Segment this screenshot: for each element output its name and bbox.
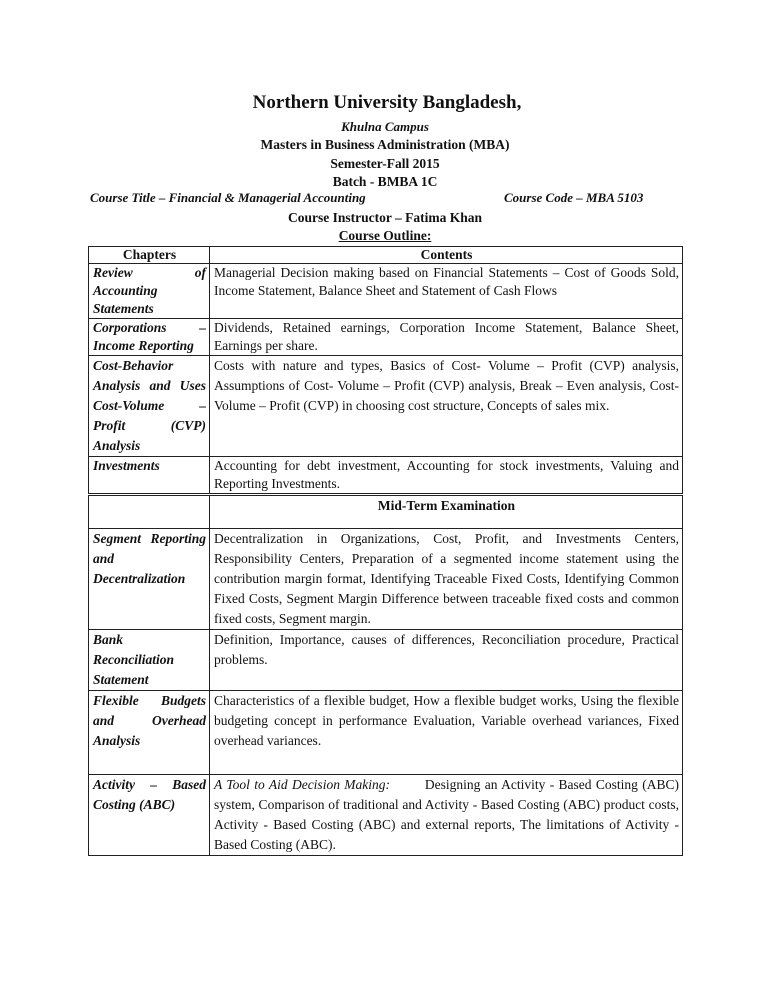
- chapter-cell: Investments: [89, 457, 210, 495]
- contents-cell: Dividends, Retained earnings, Corporation Income Statement, Balance Sheet, Earnings per share.: [210, 319, 683, 356]
- table-header-row: [89, 247, 683, 264]
- contents-cell: Decentralization in Organizations, Cost, Profit, and Investments Centers, Responsibility Centers, Preparation of a segmented income statement using the contribution margin format, Identifying Traceable Fixed Costs, Identifying Common Fixed Costs, Segment Margin Difference between traceable fixed costs and common fixed costs, Segment margin.: [210, 529, 683, 630]
- table-row: [89, 630, 683, 691]
- program-name: Masters in Business Administration (MBA): [260, 137, 510, 152]
- column-header-contents: Contents: [210, 247, 683, 264]
- contents-lead-text: A Tool to Aid Decision Making:: [214, 777, 391, 792]
- campus-name: Khulna Campus: [341, 119, 429, 134]
- contents-text: Designing an Activity - Based Costing (ABC) system, Comparison of traditional and Activity - Based Costing (ABC) product costs, Activity - Based Costing (ABC) and external reports, The limitations of Activity - Based Costing (ABC).: [214, 777, 680, 852]
- course-title: Course Title – Financial & Managerial Accounting: [90, 190, 366, 205]
- contents-cell: Managerial Decision making based on Financial Statements – Cost of Goods Sold, Income Statement, Balance Sheet and Statement of Cash Flows: [210, 264, 683, 319]
- course-code: Course Code – MBA 5103: [504, 190, 644, 205]
- table-row: [89, 356, 683, 457]
- chapter-cell: Bank Reconciliation Statement: [89, 630, 210, 691]
- contents-cell: Costs with nature and types, Basics of Cost- Volume – Profit (CVP) analysis, Assumptions of Cost- Volume – Profit (CVP) analysis, Break – Even analysis, Cost- Volume – Profit (CVP) in choosing cost structure, Concepts of sales mix.: [210, 356, 683, 457]
- course-outline-table: [88, 246, 683, 856]
- contents-cell: [210, 775, 683, 856]
- university-name: Northern University Bangladesh,: [252, 92, 522, 113]
- chapter-cell: Flexible Budgets and Overhead Analysis: [89, 691, 210, 775]
- semester-label: Semester-Fall 2015: [330, 156, 440, 171]
- table-row: [89, 457, 683, 495]
- contents-cell: Accounting for debt investment, Accounting for stock investments, Valuing and Reporting Investments.: [210, 457, 683, 495]
- chapter-cell: Cost-Behavior Analysis and Uses Cost-Volume – Profit (CVP) Analysis: [89, 356, 210, 457]
- column-header-chapters: Chapters: [89, 247, 210, 264]
- contents-cell: Characteristics of a flexible budget, How a flexible budget works, Using the flexible budgeting concept in performance Evaluation, Variable overhead variances, Fixed overhead variances.: [210, 691, 683, 775]
- table-row: [89, 264, 683, 319]
- chapter-cell: Segment Reporting and Decentralization: [89, 529, 210, 630]
- contents-cell: Definition, Importance, causes of differences, Reconciliation procedure, Practical problems.: [210, 630, 683, 691]
- table-row: [89, 691, 683, 775]
- midterm-row: [89, 495, 683, 529]
- midterm-blank-cell: [89, 495, 210, 529]
- midterm-cell: Mid-Term Examination: [210, 495, 683, 529]
- table-row: [89, 319, 683, 356]
- course-instructor: Course Instructor – Fatima Khan: [288, 210, 482, 225]
- chapter-cell: Review of Accounting Statements: [89, 264, 210, 319]
- table-row: [89, 529, 683, 630]
- chapter-cell: Activity – Based Costing (ABC): [89, 775, 210, 856]
- course-outline-heading: Course Outline:: [338, 228, 432, 243]
- table-row: [89, 775, 683, 856]
- chapter-cell: Corporations – Income Reporting: [89, 319, 210, 356]
- batch-label: Batch - BMBA 1C: [332, 174, 438, 189]
